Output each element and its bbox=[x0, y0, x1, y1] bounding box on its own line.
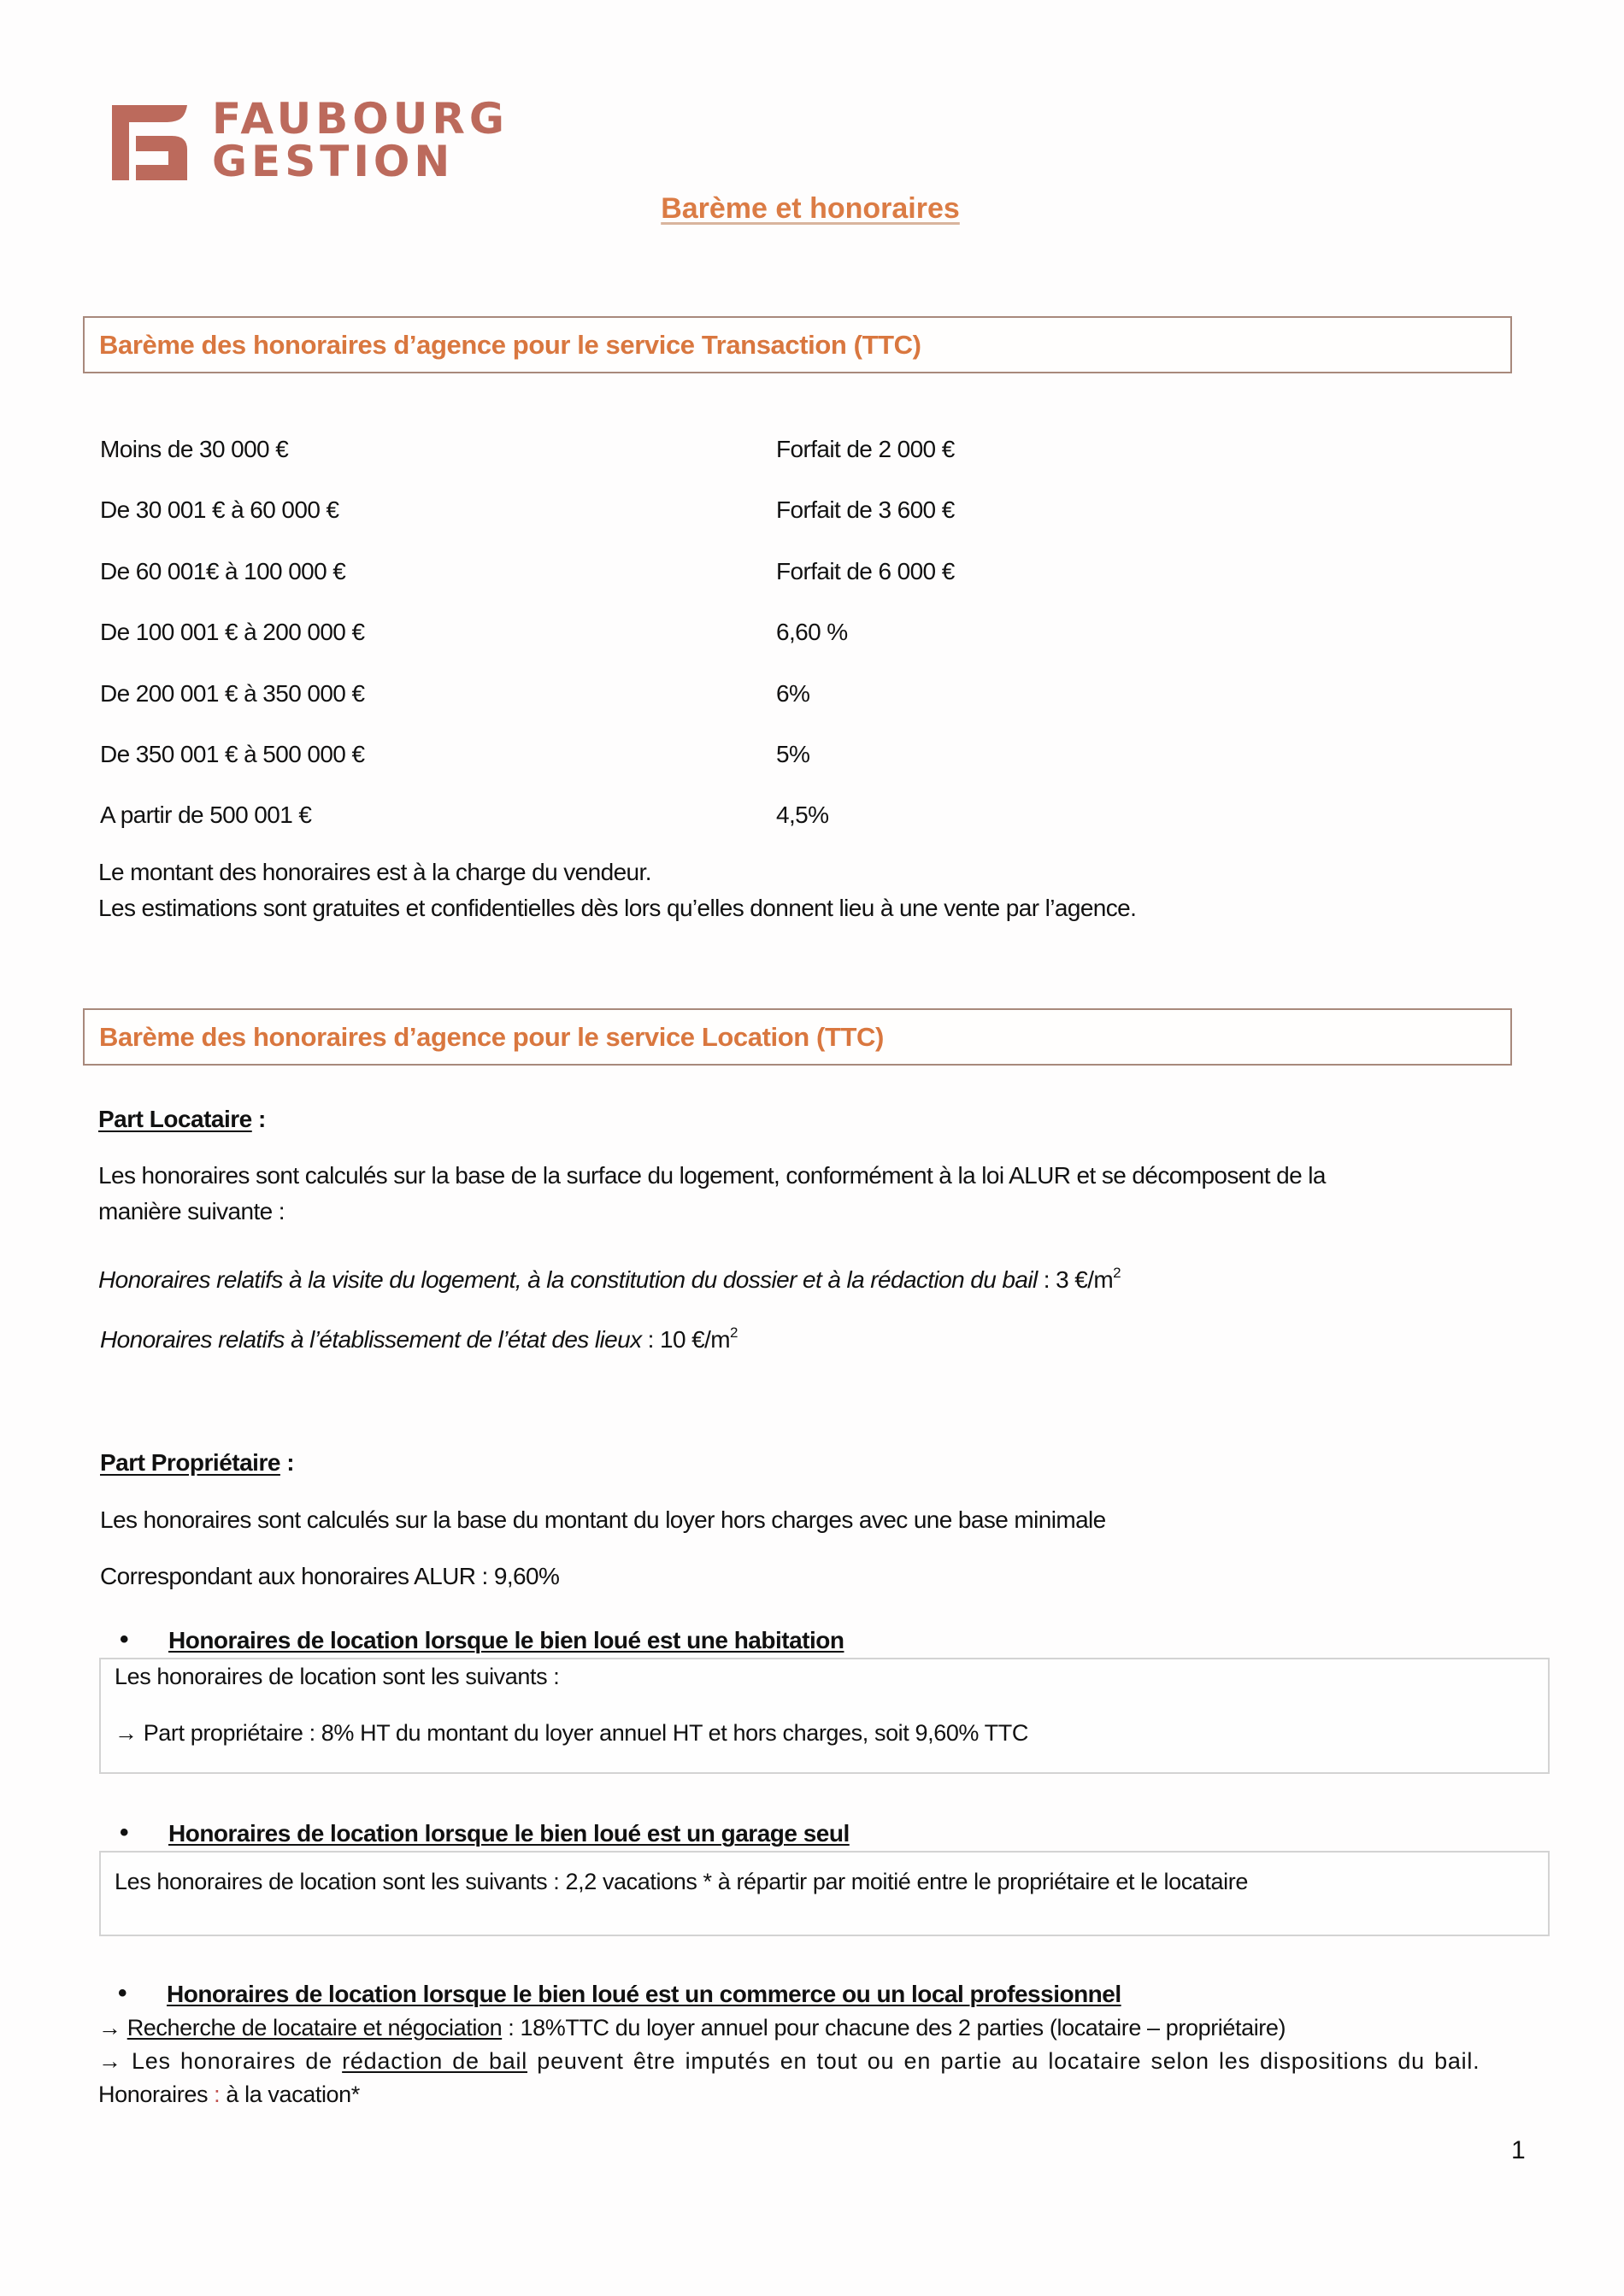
commerce-line-2-pre: → Les honoraires de bbox=[98, 2048, 343, 2074]
commerce-heading bbox=[118, 1981, 1486, 2010]
table-row-range: De 30 001 € à 60 000 € bbox=[100, 496, 339, 523]
bullet-icon: • bbox=[118, 1979, 127, 2007]
locataire-fee-visit-value: : 3 €/m bbox=[1037, 1266, 1114, 1293]
logo-line-2: GESTION bbox=[212, 137, 455, 186]
locataire-fee-visit bbox=[98, 1266, 1121, 1294]
commerce-line-2-rest: peuvent être imputés en tout ou en partie au locataire selon les dispositions du bail. bbox=[527, 2048, 1480, 2074]
commerce-line-1-rest: : 18%TTC du loyer annuel pour chacune des 2 parties (locataire – propriétaire) bbox=[502, 2015, 1286, 2041]
transaction-note-seller: Le montant des honoraires est à la charge du vendeur. bbox=[98, 859, 651, 885]
bullet-icon: • bbox=[120, 1625, 129, 1653]
table-row-fee: Forfait de 3 600 € bbox=[776, 496, 955, 523]
table-row-fee: 6% bbox=[776, 680, 810, 707]
part-proprietaire-heading bbox=[100, 1449, 294, 1477]
habitation-fee-box bbox=[99, 1658, 1550, 1774]
commerce-search-negotiation: Recherche de locataire et négociation bbox=[127, 2015, 503, 2041]
bullet-icon: • bbox=[120, 1818, 129, 1847]
faubourg-gestion-logo-icon bbox=[112, 105, 189, 182]
locataire-fee-visit-label: Honoraires relatifs à la visite du logement, à la constitution du dossier et à la rédaction du bail bbox=[98, 1266, 1038, 1293]
locataire-fee-inventory-label: Honoraires relatifs à l’établissement de l’état des lieux bbox=[100, 1326, 642, 1353]
table-row-range: De 200 001 € à 350 000 € bbox=[100, 680, 365, 707]
part-locataire-colon: : bbox=[251, 1106, 266, 1132]
logo-line-1: FAUBOURG bbox=[212, 94, 509, 144]
commerce-line-2 bbox=[98, 2048, 1480, 2075]
table-row-fee: 5% bbox=[776, 741, 810, 767]
part-locataire-title: Part Locataire bbox=[98, 1106, 252, 1132]
part-locataire-heading bbox=[98, 1106, 266, 1133]
transaction-heading: Barème des honoraires d’agence pour le service Transaction (TTC) bbox=[99, 330, 921, 360]
location-section-header bbox=[83, 1008, 1512, 1066]
table-row-range: De 350 001 € à 500 000 € bbox=[100, 741, 365, 767]
table-row-range: A partir de 500 001 € bbox=[100, 802, 312, 828]
commerce-line-3-colon: : bbox=[214, 2082, 221, 2107]
table-row-fee: 6,60 % bbox=[776, 619, 848, 645]
commerce-line-1 bbox=[98, 2015, 1286, 2041]
proprietaire-line-1: Les honoraires sont calculés sur la base du montant du loyer hors charges avec une base minimale bbox=[100, 1506, 1106, 1533]
commerce-title: Honoraires de location lorsque le bien loué est un commerce ou un local professionnel bbox=[167, 1981, 1121, 2007]
part-proprietaire-title: Part Propriétaire bbox=[100, 1449, 280, 1476]
habitation-line-1: Les honoraires de location sont les suivants : bbox=[115, 1664, 560, 1689]
garage-heading bbox=[120, 1820, 1487, 1849]
page-title-text: Barème et honoraires bbox=[661, 192, 960, 225]
locataire-intro-line-2: manière suivante : bbox=[98, 1198, 285, 1224]
habitation-title: Honoraires de location lorsque le bien loué est une habitation bbox=[168, 1627, 844, 1653]
locataire-fee-inventory bbox=[100, 1326, 738, 1354]
commerce-line-3-pre: Honoraires bbox=[98, 2082, 215, 2107]
table-row-range: De 100 001 € à 200 000 € bbox=[100, 619, 365, 645]
arrow-right-icon: → bbox=[98, 2015, 127, 2041]
transaction-section-header bbox=[83, 316, 1512, 373]
proprietaire-line-2: Correspondant aux honoraires ALUR : 9,60% bbox=[100, 1563, 560, 1589]
superscript: 2 bbox=[730, 1324, 738, 1341]
garage-line-1: Les honoraires de location sont les suivants : 2,2 vacations * à répartir par moitié entre le propriétaire et le locataire bbox=[115, 1869, 1248, 1894]
locataire-intro-line-1: Les honoraires sont calculés sur la base de la surface du logement, conformément à la loi ALUR et se décomposent de la bbox=[98, 1162, 1326, 1189]
table-row-fee: 4,5% bbox=[776, 802, 829, 828]
habitation-heading bbox=[120, 1627, 1487, 1656]
commerce-lease-drafting: rédaction de bail bbox=[342, 2048, 528, 2074]
habitation-line-2: → Part propriétaire : 8% HT du montant du loyer annuel HT et hors charges, soit 9,60% TTC bbox=[115, 1720, 1028, 1746]
table-row-range: De 60 001€ à 100 000 € bbox=[100, 558, 346, 584]
logo-wordmark bbox=[212, 94, 509, 186]
table-row-fee: Forfait de 2 000 € bbox=[776, 436, 955, 462]
location-heading: Barème des honoraires d’agence pour le service Location (TTC) bbox=[99, 1022, 884, 1052]
locataire-fee-inventory-value: : 10 €/m bbox=[641, 1326, 731, 1353]
page-title bbox=[0, 192, 1624, 226]
table-row-range: Moins de 30 000 € bbox=[100, 436, 289, 462]
part-proprietaire-colon: : bbox=[279, 1449, 295, 1476]
commerce-line-3 bbox=[98, 2082, 360, 2108]
commerce-line-3-rest: à la vacation* bbox=[220, 2082, 360, 2107]
garage-title: Honoraires de location lorsque le bien loué est un garage seul bbox=[168, 1820, 850, 1847]
page-number: 1 bbox=[1511, 2136, 1526, 2164]
garage-fee-box bbox=[99, 1851, 1550, 1936]
transaction-note-estimations: Les estimations sont gratuites et confidentielles dès lors qu’elles donnent lieu à une vente par l’agence. bbox=[98, 895, 1137, 921]
superscript: 2 bbox=[1113, 1265, 1121, 1281]
table-row-fee: Forfait de 6 000 € bbox=[776, 558, 955, 584]
